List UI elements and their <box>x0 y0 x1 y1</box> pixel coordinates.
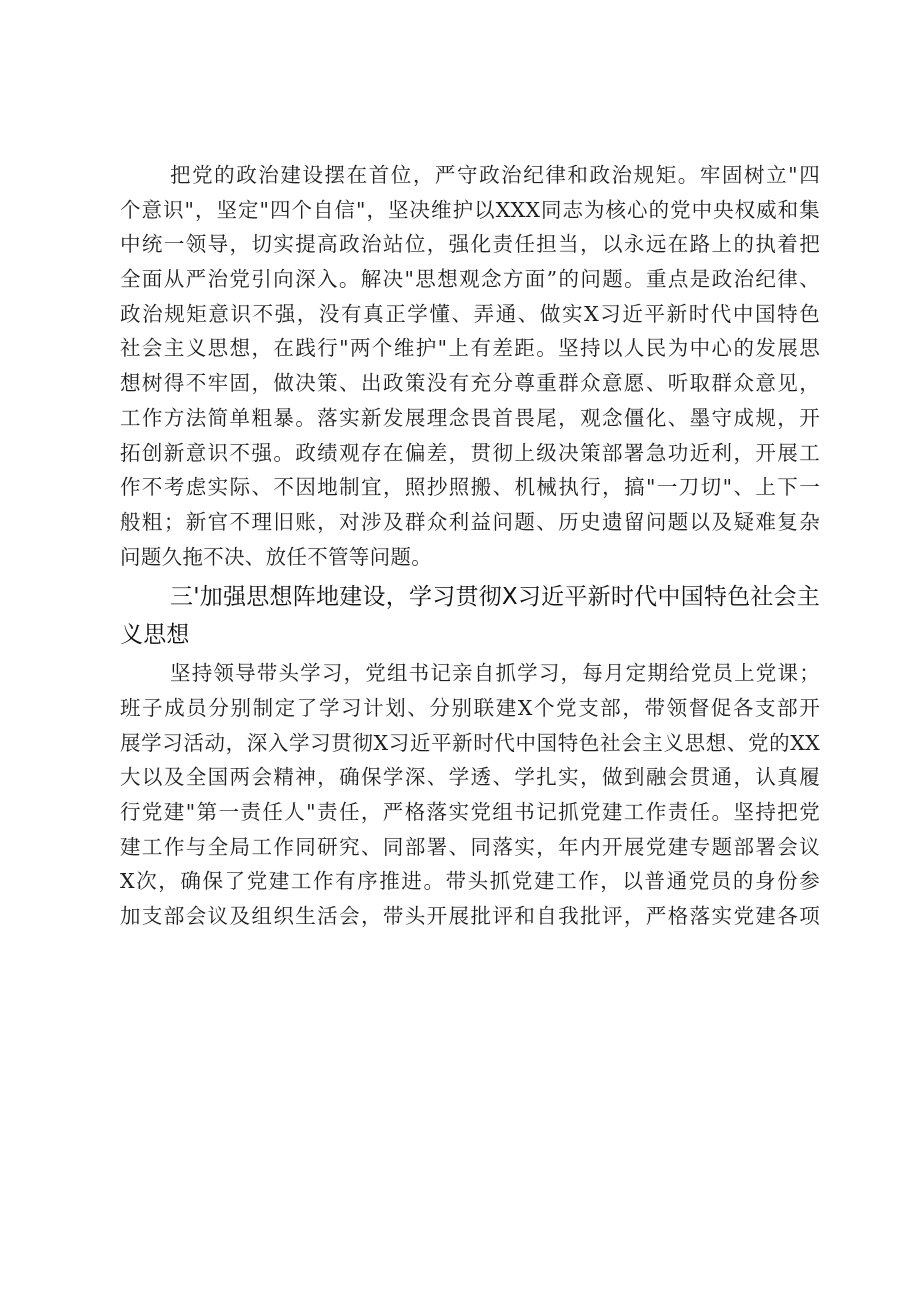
text-line: 般粗；新官不理旧账，对涉及群众利益问题、历史遗留问题以及疑难复杂 <box>120 509 820 534</box>
text-line: 把党的政治建设摆在首位，严守政治纪律和政治规矩。牢固树立"四 <box>170 163 820 187</box>
text-line: 问题久拖不决、放任不管等问题。 <box>120 544 432 569</box>
text-line: X次，确保了党建工作有序推进。带头抓党建工作，以普通党员的身份参 <box>120 869 820 894</box>
text-line: 拓创新意识不强。政绩观存在偏差，贯彻上级决策部署急功近利，开展工 <box>120 440 820 465</box>
text-line: 建工作与全局工作同研究、同部署、同落实，年内开展党建专题部署会议 <box>120 834 820 859</box>
text-line: 政治规矩意识不强，没有真正学懂、弄通、做实X习近平新时代中国特色 <box>120 301 820 326</box>
text-line: 全面从严治党引向深入。解决"思想观念方面”的问题。重点是政治纪律、 <box>120 267 820 292</box>
text-line: 大以及全国两会精神，确保学深、学透、学扎实，做到融会贯通，认真履 <box>120 765 820 790</box>
section-heading <box>120 578 820 654</box>
text-line: 个意识"，坚定"四个自信"，坚决维护以XXX同志为核心的党中央权威和集 <box>120 197 820 222</box>
heading-line: 三'加强思想阵地建设，学习贯彻X习近平新时代中国特色社会主 <box>170 584 820 611</box>
text-line: 行党建"第一责任人"责任，严格落实党组书记抓党建工作责任。坚持把党 <box>120 800 820 824</box>
document-body <box>120 158 820 934</box>
text-line: 想树得不牢固，做决策、出政策没有充分尊重群众意愿、听取群众意见， <box>120 371 820 396</box>
text-line: 中统一领导，切实提高政治站位，强化责任担当，以永远在路上的执着把 <box>120 232 820 257</box>
heading-line: 义思想 <box>120 622 190 649</box>
text-line: 班子成员分别制定了学习计划、分别联建X个党支部，带领督促各支部开 <box>120 695 820 720</box>
text-line: 社会主义思想，在践行"两个维护"上有差距。坚持以人民为中心的发展思 <box>120 336 820 361</box>
paragraph-political-construction <box>120 158 820 574</box>
paragraph-study-leadership <box>120 656 820 934</box>
text-line: 加支部会议及组织生活会，带头开展批评和自我批评，严格落实党建各项 <box>120 904 820 929</box>
text-line: 作不考虑实际、不因地制宜，照抄照搬、机械执行，搞"一刀切"、上下一 <box>120 475 820 500</box>
text-line: 工作方法简单粗暴。落实新发展理念畏首畏尾，观念僵化、墨守成规，开 <box>120 405 820 430</box>
text-line: 展学习活动，深入学习贯彻X习近平新时代中国特色社会主义思想、党的XX <box>120 730 820 755</box>
text-line: 坚持领导带头学习，党组书记亲自抓学习，每月定期给党员上党课； <box>170 661 820 686</box>
